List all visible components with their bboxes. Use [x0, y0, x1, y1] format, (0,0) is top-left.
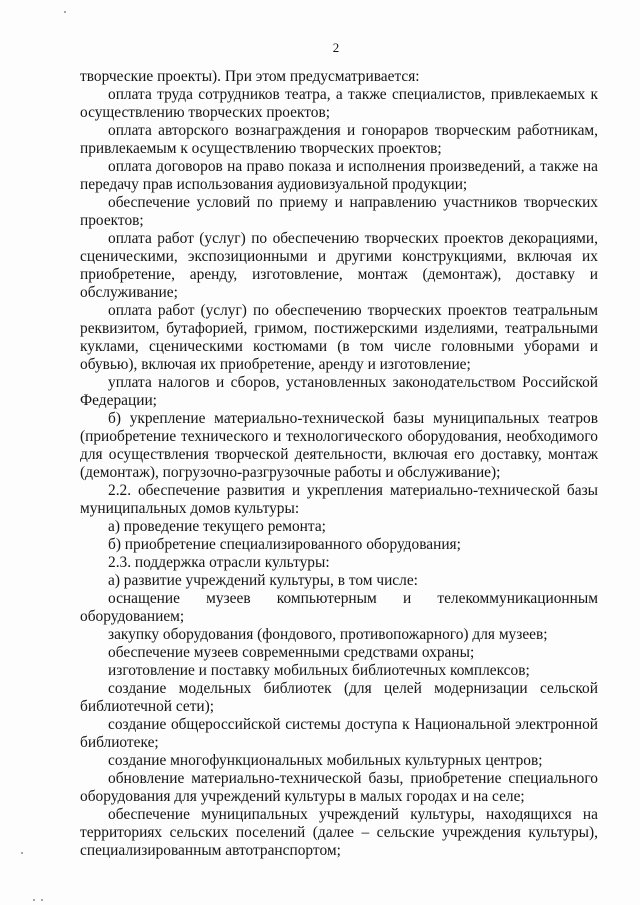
scan-dot-left-margin: [21, 852, 23, 854]
paragraph-museum-security: обеспечение музеев современными средствами охраны;: [108, 644, 475, 661]
paragraph-intro: творческие проекты). При этом предусматривается:: [80, 68, 420, 85]
scan-dot-bottom-left-1: [33, 899, 35, 901]
paragraph-museum-equipment: закупку оборудования (фондового, противопожарного) для музеев;: [108, 626, 548, 643]
paragraph-section-2-2: 2.2. обеспечение развития и укрепления материально-технической базы муниципальных домов культуры:: [80, 482, 598, 517]
paragraph-author-fees: оплата авторского вознаграждения и гонораров творческим работникам, привлекаемым к осуществлению творческих проектов;: [80, 122, 598, 157]
paragraph-rural-transport: обеспечение муниципальных учреждений культуры, находящихся на территориях сельских поселений (далее – сельские учреждения культуры), специализированным автотранспортом;: [80, 806, 598, 859]
paragraph-staff-pay: оплата труда сотрудников театра, а также специалистов, привлекаемых к осуществлению творческих проектов;: [80, 86, 598, 121]
paragraph-theatre-equipment: б) укрепление материально-технической базы муниципальных театров (приобретение технического и технологического оборудования, необходимого для осуществления творческой деятельности, включая его доставку, монтаж (демонтаж), погрузочно-разгрузочные работы и обслуживание);: [80, 410, 598, 481]
page-number: 2: [332, 40, 340, 55]
paragraph-performance-rights: оплата договоров на право показа и исполнения произведений, а также на передачу прав использования аудиовизуальной продукции;: [80, 158, 598, 193]
paragraph-participants: обеспечение условий по приему и направлению участников творческих проектов;: [80, 194, 598, 229]
document-body: [80, 68, 598, 860]
scan-dot-top-left: [64, 11, 66, 13]
paragraph-national-library: создание общероссийской системы доступа к Национальной электронной библиотеке;: [80, 716, 598, 751]
paragraph-cultural-centers: создание многофункциональных мобильных культурных центров;: [108, 752, 543, 769]
paragraph-small-towns: обновление материально-технической базы, приобретение специального оборудования для учреждений культуры в малых городах и на селе;: [80, 770, 598, 805]
paragraph-model-libraries: создание модельных библиотек (для целей модернизации сельской библиотечной сети);: [80, 680, 598, 715]
paragraph-section-2-3: 2.3. поддержка отрасли культуры:: [108, 554, 330, 571]
paragraph-institutions: а) развитие учреждений культуры, в том числе:: [108, 572, 418, 589]
paragraph-current-repair: а) проведение текущего ремонта;: [108, 518, 326, 535]
paragraph-taxes: уплата налогов и сборов, установленных законодательством Российской Федерации;: [80, 374, 598, 409]
paragraph-special-equipment: б) приобретение специализированного оборудования;: [108, 536, 461, 553]
paragraph-scenery: оплата работ (услуг) по обеспечению творческих проектов декорациями, сценическими, экспозиционными и другими конструкциями, включая их приобретение, аренду, изготовление, монтаж (демонтаж), доставку и обслуживание;: [80, 230, 598, 301]
paragraph-mobile-libraries: изготовление и поставку мобильных библиотечных комплексов;: [108, 662, 530, 679]
scan-dot-bottom-left-2: [41, 899, 43, 901]
paragraph-museum-computers: оснащение музеев компьютерным и телекоммуникационным оборудованием;: [80, 590, 598, 625]
paragraph-props-costumes: оплата работ (услуг) по обеспечению творческих проектов театральным реквизитом, бутафорией, гримом, постижерскими изделиями, театральными куклами, сценическими костюмами (в том числе головными уборами и обувью), включая их приобретение, аренду и изготовление;: [80, 302, 598, 373]
